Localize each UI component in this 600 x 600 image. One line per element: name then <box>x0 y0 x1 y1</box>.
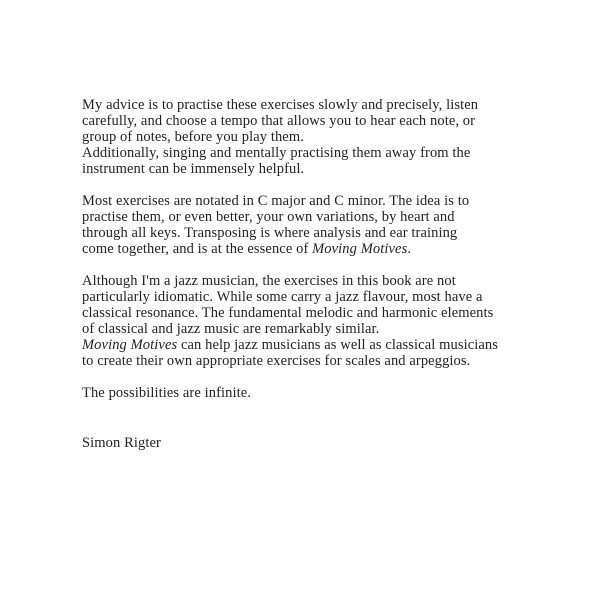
paragraph-possibilities: The possibilities are infinite. <box>82 385 252 401</box>
paragraph-notation-keys: Most exercises are notated in C major and C minor. The idea is to practise them, or even better, your own variations, by heart and through all keys. Transposing is where analysis and ear training come together, and is at the essence of Moving Motives. <box>82 193 470 257</box>
author-signature: Simon Rigter <box>82 435 161 451</box>
paragraph-practice-advice: My advice is to practise these exercises slowly and precisely, listen carefully, and choose a tempo that allows you to hear each note, or group of notes, before you play them. Additionally, singing and mentally practising them away from the instrument can be immensely helpful. <box>82 97 479 177</box>
page-text-block <box>82 97 552 451</box>
paragraph-jazz-classical: Although I'm a jazz musician, the exercises in this book are not particularly idiomatic. While some carry a jazz flavour, most have a classical resonance. The fundamental melodic and harmonic elements of classical and jazz music are remarkably similar. Moving Motives can help jazz musicians as well as classical musicians to create their own appropriate exercises for scales and arpeggios. <box>82 273 498 369</box>
